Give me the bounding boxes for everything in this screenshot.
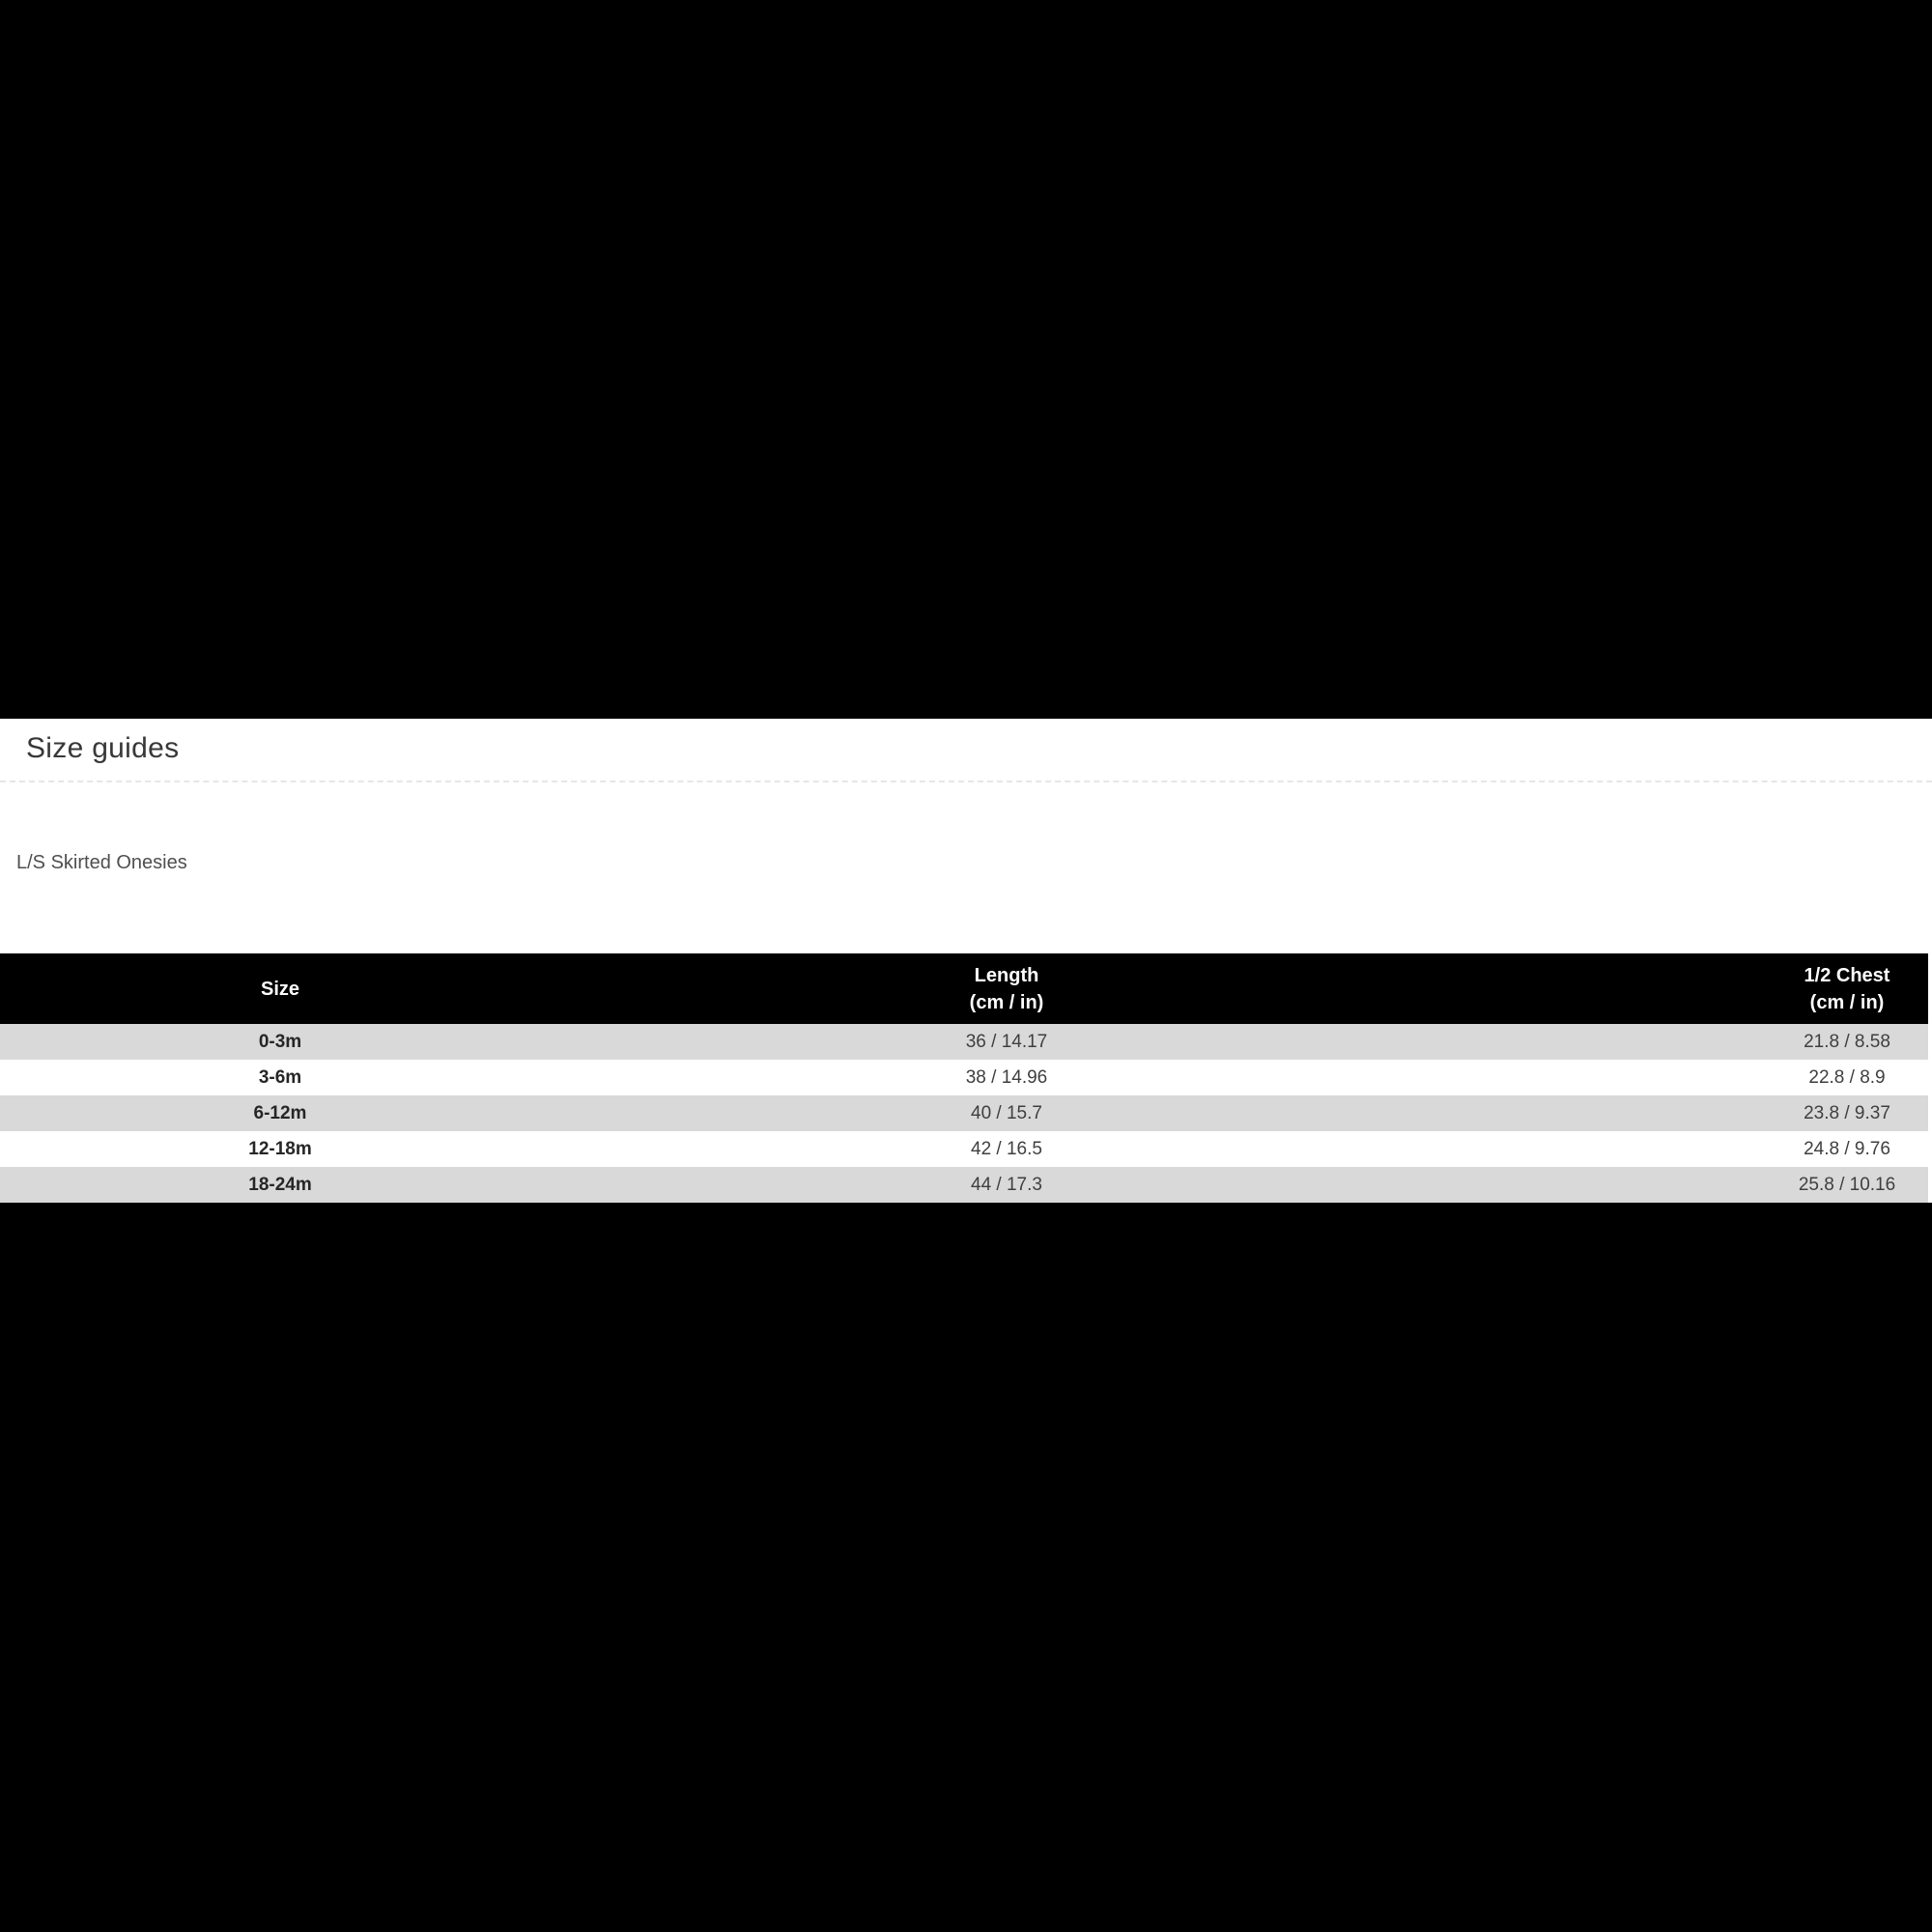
size-table	[0, 953, 1928, 1203]
table-row	[0, 1060, 1928, 1095]
size-table-container	[0, 953, 1928, 1203]
table-header-row	[0, 953, 1928, 1024]
column-header-chest	[1453, 953, 1928, 1024]
chest-cell: 25.8 / 10.16	[1798, 1174, 1896, 1195]
table-row	[0, 1024, 1928, 1060]
chest-cell: 23.8 / 9.37	[1804, 1102, 1890, 1123]
column-header-unit: (cm / in)	[969, 991, 1044, 1013]
size-cell: 0-3m	[258, 1031, 302, 1052]
length-cell: 40 / 15.7	[971, 1102, 1042, 1123]
chest-cell: 22.8 / 8.9	[1808, 1066, 1886, 1088]
page-title: Size guides	[26, 732, 180, 764]
column-header-label: Size	[260, 978, 300, 1000]
size-cell: 3-6m	[258, 1066, 302, 1088]
column-header-size	[0, 953, 560, 1024]
length-cell: 38 / 14.96	[965, 1066, 1048, 1088]
column-header-unit: (cm / in)	[1809, 991, 1885, 1013]
chest-cell: 24.8 / 9.76	[1804, 1138, 1890, 1159]
length-cell: 44 / 17.3	[971, 1174, 1042, 1195]
column-header-label: 1/2 Chest	[1804, 964, 1890, 986]
size-guides-panel	[0, 719, 1932, 1203]
column-header-length	[560, 953, 1453, 1024]
chest-cell: 21.8 / 8.58	[1804, 1031, 1890, 1052]
size-cell: 6-12m	[253, 1102, 307, 1123]
column-header-label: Length	[974, 964, 1039, 986]
product-category-label: L/S Skirted Onesies	[16, 852, 187, 873]
size-cell: 12-18m	[248, 1138, 312, 1159]
table-row	[0, 1167, 1928, 1203]
size-cell: 18-24m	[248, 1174, 312, 1195]
table-row	[0, 1131, 1928, 1167]
length-cell: 42 / 16.5	[971, 1138, 1042, 1159]
length-cell: 36 / 14.17	[965, 1031, 1048, 1052]
table-row	[0, 1095, 1928, 1131]
